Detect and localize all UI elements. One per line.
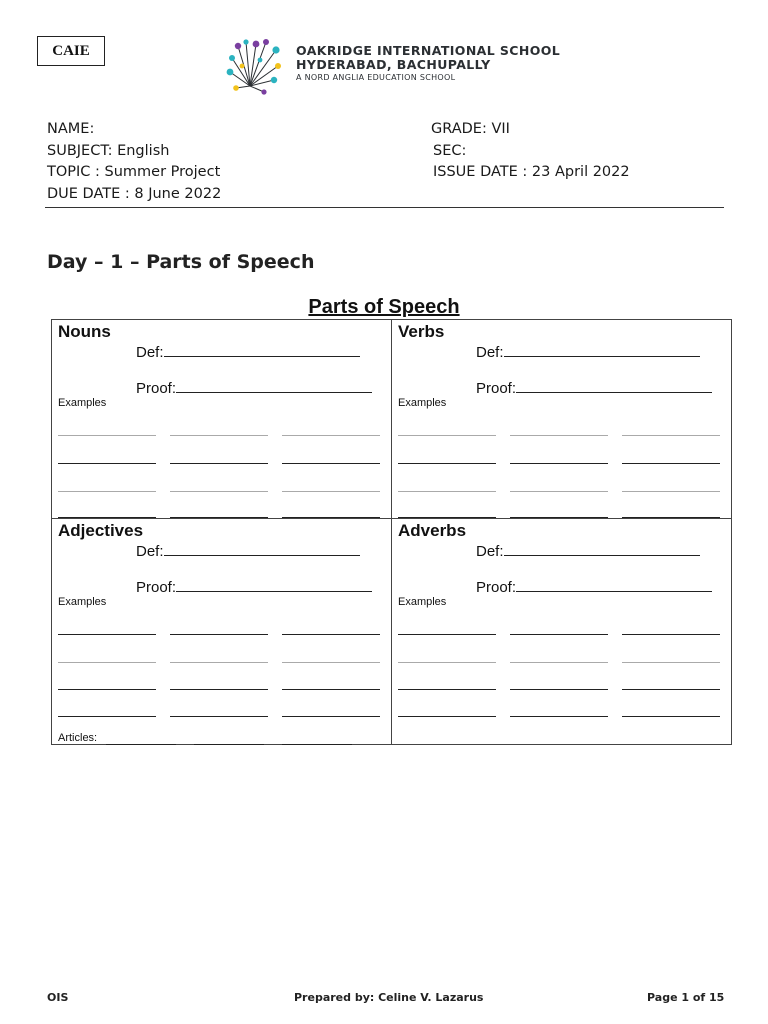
example-blank[interactable] (170, 517, 268, 518)
example-blank[interactable] (282, 517, 380, 518)
example-blank[interactable] (282, 463, 380, 464)
caie-badge: CAIE (37, 36, 105, 66)
examples-label: Examples (398, 397, 447, 409)
example-blank[interactable] (170, 689, 268, 690)
footer-author: Prepared by: Celine V. Lazarus (294, 991, 484, 1004)
adjectives-cell (52, 519, 392, 719)
examples-label: Examples (58, 397, 107, 409)
proof-label: Proof: (136, 380, 177, 397)
section-label: SEC: (433, 142, 467, 159)
example-blank[interactable] (398, 689, 496, 690)
def-label: Def: (476, 543, 504, 560)
proof-field[interactable] (476, 577, 712, 596)
example-blank[interactable] (622, 517, 720, 518)
cell-title: Verbs (398, 322, 445, 341)
worksheet-title: Parts of Speech (308, 296, 460, 318)
example-blank[interactable] (622, 689, 720, 690)
example-blank[interactable] (622, 491, 720, 492)
grade-label: GRADE: VII (431, 121, 510, 137)
school-name: OAKRIDGE INTERNATIONAL SCHOOL (296, 43, 561, 58)
example-blank[interactable] (398, 435, 496, 436)
header-divider (45, 207, 724, 208)
example-blank[interactable] (510, 435, 608, 436)
cell-title: Nouns (58, 322, 111, 341)
example-blank[interactable] (282, 689, 380, 690)
example-blank[interactable] (510, 662, 608, 663)
footer-left: OIS (47, 991, 69, 1004)
articles-label: Articles: (58, 732, 98, 744)
example-blank[interactable] (58, 662, 156, 663)
example-blank[interactable] (398, 716, 496, 717)
example-blank[interactable] (510, 491, 608, 492)
parts-of-speech-grid (51, 319, 732, 745)
topic-label: TOPIC : Summer Project (47, 164, 221, 180)
example-blank[interactable] (622, 716, 720, 717)
article-blank[interactable] (194, 744, 264, 745)
article-blank[interactable] (106, 744, 176, 745)
example-blank[interactable] (170, 634, 268, 635)
example-blank[interactable] (170, 662, 268, 663)
def-label: Def: (136, 543, 164, 560)
issue-date-label: ISSUE DATE : 23 April 2022 (433, 164, 630, 180)
examples-label: Examples (398, 596, 447, 608)
example-blank[interactable] (58, 517, 156, 518)
definition-field[interactable] (476, 541, 700, 560)
example-blank[interactable] (622, 463, 720, 464)
example-blank[interactable] (282, 634, 380, 635)
student-info-left (47, 119, 221, 205)
example-blank[interactable] (58, 491, 156, 492)
example-blank[interactable] (282, 716, 380, 717)
name-field-label: NAME: (47, 121, 95, 137)
example-blank[interactable] (510, 716, 608, 717)
example-blank[interactable] (510, 634, 608, 635)
due-date-label: DUE DATE : 8 June 2022 (47, 185, 222, 202)
proof-field[interactable] (476, 378, 712, 397)
example-blank[interactable] (398, 634, 496, 635)
example-blank[interactable] (510, 517, 608, 518)
page-number: Page 1 of 15 (647, 991, 725, 1004)
proof-label: Proof: (476, 579, 517, 596)
adverbs-cell (392, 519, 732, 719)
cell-title: Adverbs (398, 521, 467, 540)
example-blank[interactable] (58, 634, 156, 635)
example-blank[interactable] (622, 634, 720, 635)
example-blank[interactable] (58, 435, 156, 436)
example-blank[interactable] (510, 463, 608, 464)
example-blank[interactable] (170, 716, 268, 717)
example-blank[interactable] (622, 662, 720, 663)
example-blank[interactable] (398, 662, 496, 663)
examples-label: Examples (58, 596, 107, 608)
school-location: HYDERABAD, BACHUPALLY (296, 57, 491, 72)
example-blank[interactable] (398, 491, 496, 492)
example-blank[interactable] (282, 435, 380, 436)
example-blank[interactable] (170, 463, 268, 464)
example-blank[interactable] (170, 435, 268, 436)
example-blank[interactable] (398, 463, 496, 464)
verbs-cell (392, 320, 732, 520)
proof-field[interactable] (136, 378, 372, 397)
student-info-right (431, 119, 630, 184)
definition-field[interactable] (136, 342, 360, 361)
proof-label: Proof: (136, 579, 177, 596)
definition-field[interactable] (476, 342, 700, 361)
example-blank[interactable] (58, 716, 156, 717)
school-emblem-icon (224, 36, 292, 98)
example-blank[interactable] (58, 463, 156, 464)
school-affiliation: A NORD ANGLIA EDUCATION SCHOOL (296, 73, 456, 82)
example-blank[interactable] (510, 689, 608, 690)
school-logo (224, 36, 574, 98)
example-blank[interactable] (622, 435, 720, 436)
definition-field[interactable] (136, 541, 360, 560)
example-blank[interactable] (282, 491, 380, 492)
example-blank[interactable] (170, 491, 268, 492)
def-label: Def: (476, 344, 504, 361)
proof-label: Proof: (476, 380, 517, 397)
example-blank[interactable] (282, 662, 380, 663)
example-blank[interactable] (58, 689, 156, 690)
def-label: Def: (136, 344, 164, 361)
day-title: Day – 1 – Parts of Speech (47, 251, 315, 273)
subject-label: SUBJECT: English (47, 142, 170, 159)
cell-title: Adjectives (58, 521, 144, 540)
nouns-cell (52, 320, 392, 520)
article-blank[interactable] (282, 744, 352, 745)
example-blank[interactable] (398, 517, 496, 518)
proof-field[interactable] (136, 577, 372, 596)
